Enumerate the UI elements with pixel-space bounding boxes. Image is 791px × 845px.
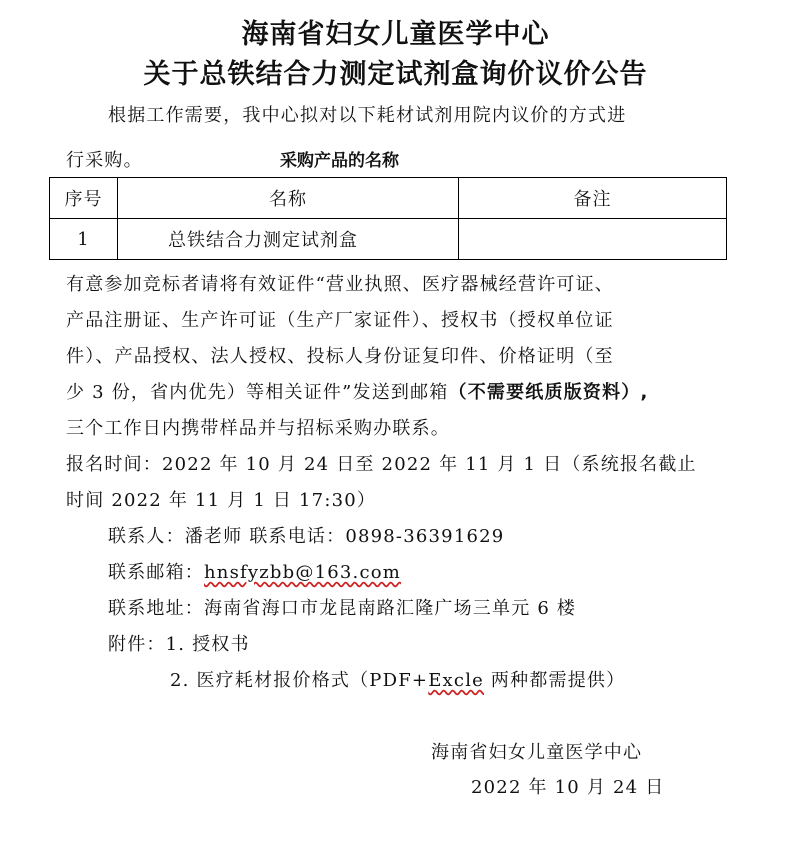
requirements-line-3: 件）、产品授权、法人授权、投标人身份证复印件、价格证明（至 bbox=[66, 346, 614, 367]
contact-address: 联系地址：海南省海口市龙昆南路汇隆广场三单元 6 楼 bbox=[108, 598, 577, 619]
signature-org: 海南省妇女儿童医学中心 bbox=[431, 742, 643, 763]
attachment-item-2-text: 2. 医疗耗材报价格式（PDF+ bbox=[170, 670, 429, 691]
no-paper-note: （不需要纸质版资料）, bbox=[448, 382, 649, 403]
row-index: 1 bbox=[50, 219, 118, 260]
attachment-item-2-excle: Excle bbox=[428, 670, 484, 691]
requirements-line-4-text: 少 3 份，省内优先）等相关证件”发送到邮箱 bbox=[66, 382, 449, 403]
attachment-item-2 bbox=[170, 666, 625, 692]
registration-line-1: 报名时间：2022 年 10 月 24 日至 2022 年 11 月 1 日（系统报名截止 bbox=[66, 454, 697, 475]
notice-title-org: 海南省妇女儿童医学中心 bbox=[241, 19, 550, 50]
requirements-line-1: 有意参加竞标者请将有效证件“营业执照、医疗器械经营许可证、 bbox=[66, 274, 614, 295]
table-row bbox=[50, 219, 727, 260]
requirements-line-2: 产品注册证、生产许可证（生产厂家证件）、授权书（授权单位证 bbox=[66, 310, 614, 331]
contact-email-line bbox=[108, 558, 401, 584]
registration-line-2: 时间 2022 年 11 月 1 日 17:30） bbox=[66, 490, 377, 511]
row-product-name: 总铁结合力测定试剂盒 bbox=[118, 219, 459, 260]
row-remark bbox=[459, 219, 727, 260]
contact-email-label: 联系邮箱： bbox=[108, 562, 204, 583]
attachment-item-1: 附件：1. 授权书 bbox=[108, 634, 250, 655]
attachment-item-2-tail: 两种都需提供） bbox=[484, 670, 626, 691]
requirements-line-5: 三个工作日内携带样品并与招标采购办联系。 bbox=[66, 418, 450, 439]
header-remark: 备注 bbox=[459, 178, 727, 219]
table-header-row bbox=[50, 178, 727, 219]
requirements-line-4 bbox=[66, 378, 649, 404]
notice-title-subject: 关于总铁结合力测定试剂盒询价议价公告 bbox=[143, 59, 648, 90]
product-table bbox=[49, 177, 727, 260]
intro-line-1: 根据工作需要，我中心拟对以下耗材试剂用院内议价的方式进 bbox=[108, 105, 627, 126]
contact-email-link[interactable]: hnsfyzbb@163.com bbox=[204, 562, 402, 583]
signature-date: 2022 年 10 月 24 日 bbox=[471, 777, 665, 798]
intro-line-2: 行采购。 bbox=[66, 150, 143, 171]
header-index: 序号 bbox=[50, 178, 118, 219]
table-heading: 采购产品的名称 bbox=[280, 151, 399, 171]
contact-person: 联系人：潘老师 联系电话：0898-36391629 bbox=[108, 526, 505, 547]
header-name: 名称 bbox=[118, 178, 459, 219]
